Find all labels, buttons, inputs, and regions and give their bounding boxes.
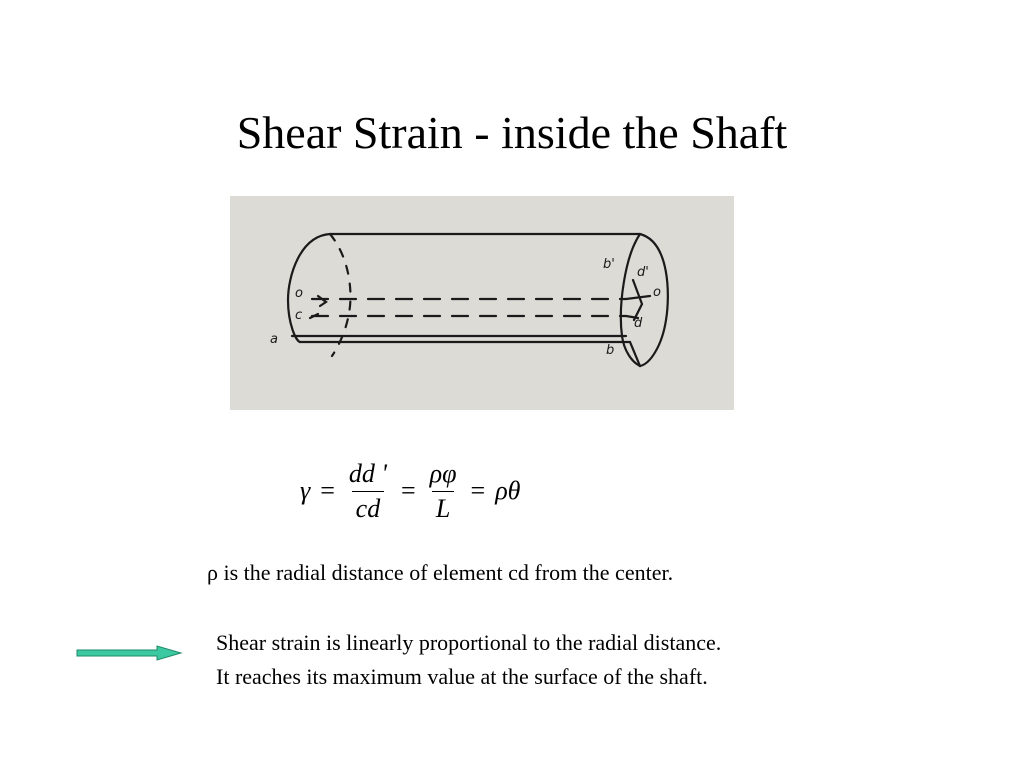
right-arrow-icon: [75, 645, 185, 661]
formula-equals-1: =: [320, 476, 335, 505]
shear-strain-formula: [300, 446, 520, 536]
conclusion-text: [216, 626, 721, 694]
formula-result: ρθ: [495, 476, 521, 505]
label-b: b: [606, 343, 615, 358]
label-o-right: o: [653, 285, 661, 300]
fraction-1-denominator: cd: [352, 491, 385, 524]
conclusion-line-1: Shear strain is linearly proportional to the radial distance.: [216, 630, 722, 655]
fraction-2-numerator: ρφ: [429, 458, 457, 488]
shaft-sketch-image: [230, 196, 734, 410]
shaft-sketch-drawing: [230, 196, 734, 410]
formula-equals-2: =: [400, 476, 416, 505]
rho-definition-note: ρ is the radial distance of element cd from the center.: [207, 560, 674, 585]
formula-fraction-2: [426, 459, 461, 524]
label-c: c: [295, 308, 303, 323]
formula-fraction-1: [345, 459, 391, 524]
label-b-prime: b': [603, 257, 615, 272]
conclusion-line-2: It reaches its maximum value at the surface of the shaft.: [216, 664, 708, 689]
formula-gamma: γ: [300, 476, 311, 505]
slide-title: Shear Strain - inside the Shaft: [236, 107, 788, 158]
label-a: a: [270, 332, 278, 347]
label-o-left: o: [295, 286, 303, 301]
label-d-prime: d': [637, 265, 649, 280]
label-d: d: [634, 316, 643, 331]
fraction-1-numerator: dd ': [348, 458, 387, 488]
formula-equals-3: =: [470, 476, 486, 505]
fraction-2-denominator: L: [432, 491, 454, 524]
